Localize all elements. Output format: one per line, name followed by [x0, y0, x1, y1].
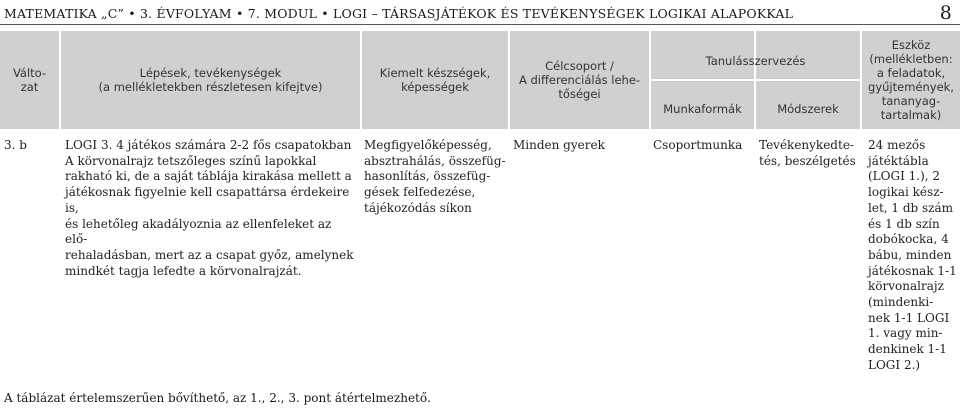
methods-cell — [759, 138, 859, 169]
steps-cell — [65, 138, 357, 279]
steps-text: 4 játékos számára 2-2 fős csapatokban — [116, 138, 352, 152]
skills-cell — [364, 138, 509, 217]
steps-line: és lehetőleg akadályoznia az ellenfeleket az elő- — [65, 216, 332, 247]
steps-title: LOGI 3. — [65, 138, 113, 152]
header-steps-line: Lépések, tevékenységek — [139, 66, 282, 80]
tools-line: let, 1 db szám — [868, 200, 954, 215]
header-tools-line: tartalmak) — [880, 108, 942, 122]
page-header — [4, 3, 952, 23]
tools-line: 1. vagy min- — [868, 326, 943, 341]
tools-line: (mindenki- — [868, 295, 934, 310]
header-variant-line: zat — [20, 80, 39, 94]
tools-line: és 1 db szín — [868, 216, 940, 231]
steps-line — [65, 138, 357, 154]
tools-line: logikai kész- — [868, 185, 944, 200]
tools-line: dobókocka, 4 — [868, 232, 949, 247]
header-steps — [61, 66, 360, 94]
header-skills — [362, 66, 508, 94]
tools-line: denkinek 1-1 — [868, 342, 947, 357]
header-target-line: tőségei — [558, 87, 601, 101]
header-skills-line: képességek — [401, 80, 469, 94]
tools-line: bábu, minden — [868, 247, 952, 262]
variant-cell: 3. b — [4, 138, 27, 152]
steps-line: rehaladásban, mert az a csapat győz, amelynek — [65, 247, 354, 262]
header-tools — [862, 38, 960, 122]
skills-line: hasonlítás, összefüg- — [364, 169, 491, 184]
header-target-line: A differenciálás lehe- — [518, 73, 641, 87]
methods-line: Tevékenykedte- — [759, 138, 854, 152]
header-target-line: Célcsoport / — [545, 59, 614, 73]
header-group-divider — [650, 79, 860, 81]
skills-line: absztrahálás, összefüg- — [364, 153, 506, 168]
header-variant-line: Válto- — [12, 66, 47, 80]
header-steps-line: (a mellékletekben részletesen kifejtve) — [98, 80, 323, 94]
header-tools-line: tananyag- — [881, 94, 941, 108]
header-organization: Tanulásszervezés — [705, 54, 806, 68]
target-cell: Minden gyerek — [513, 138, 605, 152]
header-rule — [0, 24, 960, 25]
steps-line: A körvonalrajz tetszőleges színű lapokkal — [65, 153, 317, 168]
header-target — [510, 59, 649, 101]
header-tools-line: (mellékletben: — [869, 52, 953, 66]
tools-line: nek 1-1 LOGI — [868, 310, 950, 325]
skills-line: tájékozódás síkon — [364, 200, 472, 215]
tools-line: körvonalrajz — [868, 279, 944, 294]
skills-line: Megfigyelőképesség, — [364, 138, 492, 152]
header-variant — [0, 66, 59, 94]
tools-line: játékosnak 1-1 — [868, 263, 957, 278]
header-work-forms: Munkaformák — [663, 102, 742, 116]
header-tools-line: gyűjtemények, — [868, 80, 954, 94]
header-tools-line: Eszköz — [891, 38, 931, 52]
header-tools-line: a feladatok, — [876, 66, 946, 80]
running-title: MATEMATIKA „C” • 3. ÉVFOLYAM • 7. MODUL • LOGI – TÁRSASJÁTÉKOK ÉS TEVÉKENYSÉGEK LOGIKAI ALAPOKKAL — [4, 6, 794, 21]
skills-line: gések felfedezése, — [364, 185, 476, 200]
steps-line: játékosnak figyelnie kell csapattársa érdekeire is, — [65, 185, 350, 215]
steps-line: rakható ki, de a saját táblája kirakása mellett a — [65, 169, 352, 184]
tools-line: LOGI 2.) — [868, 357, 921, 372]
methods-line: tés, beszélgetés — [759, 153, 856, 168]
tools-line: játéktábla — [868, 153, 929, 168]
footnote: A táblázat értelemszerűen bővíthető, az 1., 2., 3. pont átértelmezhető. — [4, 391, 431, 405]
page-number: 8 — [939, 2, 952, 24]
work-form-cell: Csoportmunka — [653, 138, 743, 152]
tools-line: (LOGI 1.), 2 — [868, 169, 941, 184]
tools-cell — [868, 138, 960, 374]
header-methods: Módszerek — [777, 102, 839, 116]
steps-line: mindkét tagja lefedte a körvonalrajzát. — [65, 263, 302, 278]
header-skills-line: Kiemelt készségek, — [379, 66, 491, 80]
tools-line: 24 mezős — [868, 138, 926, 152]
